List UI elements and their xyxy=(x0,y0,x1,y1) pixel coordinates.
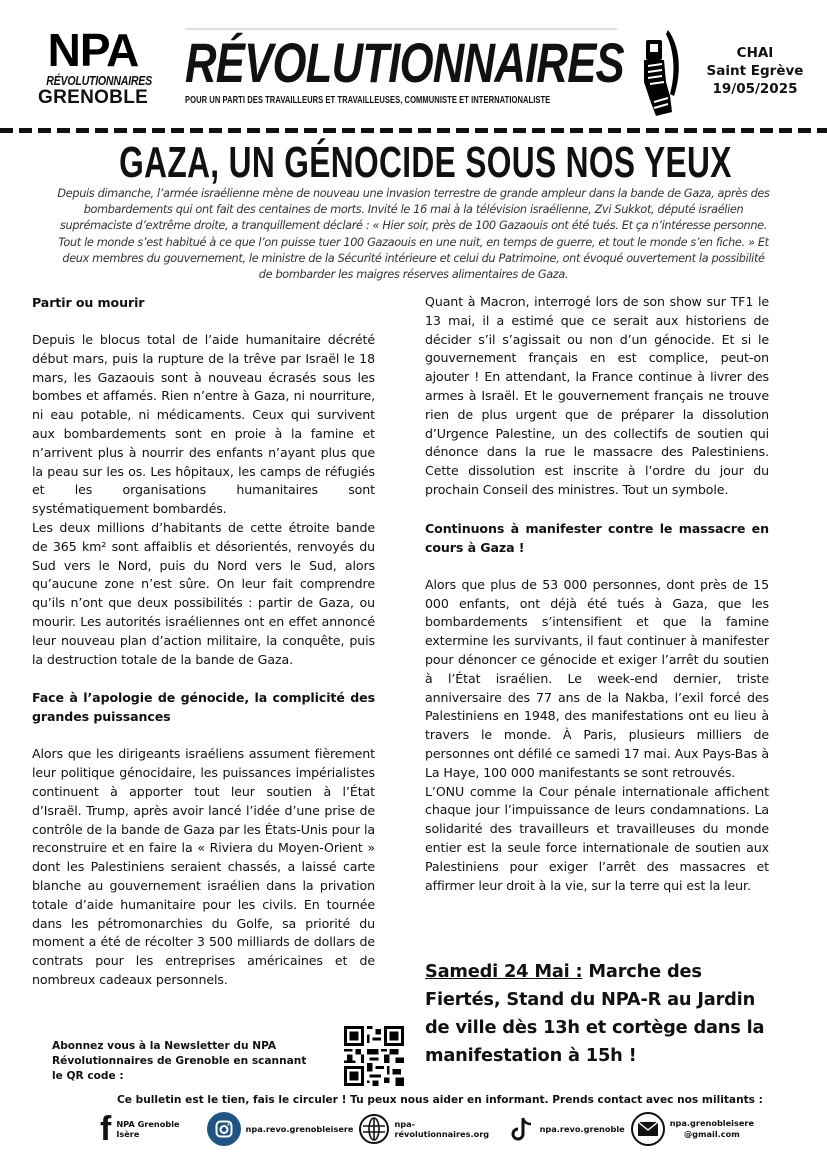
section-title-complicite: Face à l’apologie de génocide, la complicité des grandes puissances xyxy=(32,690,375,725)
qr-code-icon[interactable] xyxy=(344,1026,404,1086)
section-title-partir-ou-mourir: Partir ou mourir xyxy=(32,295,145,310)
masthead-title: RÉVOLUTIONNAIRES xyxy=(185,31,624,94)
social-label: npa-révolutionnaires.org xyxy=(394,1119,490,1139)
tiktok-icon xyxy=(509,1115,535,1143)
instagram-icon xyxy=(207,1112,241,1146)
social-label: NPA Grenoble Isère xyxy=(116,1119,180,1139)
email-line2: @gmail.com xyxy=(683,1129,740,1139)
social-tiktok[interactable] xyxy=(509,1115,625,1143)
masthead-tagline: POUR UN PARTI DES TRAVAILLEURS ET TRAVAILLEUSES, COMMUNISTE ET INTERNATIONALISTE xyxy=(185,94,551,106)
email-line1: npa.grenobleisere xyxy=(669,1118,754,1128)
paragraph: Depuis le blocus total de l’aide humanitaire décrété début mars, puis la rupture de la trêve par Israël le 18 mars, les Gazaouis sont à nouveau écrasés sous les bombes et affamés. Rien n’entre à Gaza, ni nourriture, ni eau potable, ni médicaments. Ceux qui survivent aux bombardements sont en proie à la famine et n’arrivent plus à nourrir des enfants n’ayant plus que la peau sur les os. Les hôpitaux, les camps de réfugiés et les organisations humanitaires sont systématiquement bombardés. xyxy=(32,332,375,517)
event-date: 19/05/2025 xyxy=(712,81,798,97)
social-label: npa.revo.grenoble xyxy=(539,1124,625,1134)
paragraph: Les deux millions d’habitants de cette étroite bande de 365 km² sont affaiblis et désorientés, renvoyés du Sud vers le Nord, puis du Nord vers le Sud, alors qu’aucune zone n’est sûre. On leur fait comprendre qu’ils n’ont que deux possibilités : partir de Gaza, ou mourir. Les autorités israéliennes ont en effet annoncé leur nouveau plan d’action militaire, la conquête, puis la destruction totale de la bande de Gaza. xyxy=(32,519,375,667)
facebook-icon: f xyxy=(100,1110,112,1148)
left-column xyxy=(32,293,375,990)
npa-grenoble-logo xyxy=(38,24,152,108)
paragraph: Quant à Macron, interrogé lors de son show sur TF1 le 13 mai, il a estimé que ce serait aux historiens de décider s’il s’agissait ou non d’un génocide. Et si le gouvernement français en est complice, peut-on ajouter ! En attendant, la France continue à livrer des armes à Israël. Et le gouvernement français ne trouve rien de plus urgent que de préparer la dissolution d’Urgence Palestine, un des collectifs de soutien qui dénonce dans la rue le massacre des Palestiniens. Cette dissolution est inscrite à l’ordre du jour du prochain Conseil des ministres. Tout un symbole. xyxy=(425,294,769,497)
newsletter-text: Abonnez vous à la Newsletter du NPA Révolutionnaires de Grenoble en scannant le QR code : xyxy=(52,1040,307,1083)
dashed-divider xyxy=(0,128,827,133)
logo-npa: NPA xyxy=(47,24,139,76)
logo-revolutionnaires: RÉVOLUTIONNAIRES xyxy=(46,74,152,88)
paragraph: Alors que plus de 53 000 personnes, dont près de 15 000 enfants, ont déjà été tués à Gaza, que les bombardements s’intensifient et que la famine extermine les survivants, il faut continuer à manifester pour dénoncer ce génocide et exiger l’arrêt du soutien à l’État israélien. Le week-end dernier, triste anniversaire des 77 ans de la Nakba, l’exil forcé des Palestiniens en 1948, des manifestations ont eu lieu à travers le monde. À Paris, plusieurs milliers de personnes ont défilé ce samedi 17 mai. Aux Pays-Bas à La Haye, 100 000 manifestants se sont retrouvés. xyxy=(425,576,769,780)
social-links xyxy=(100,1108,760,1150)
social-label: npa.revo.grenobleisere xyxy=(245,1124,354,1134)
raised-fist-sickle-icon xyxy=(636,26,686,118)
event-place: CHAI xyxy=(736,45,774,61)
right-column xyxy=(425,293,769,895)
social-email[interactable] xyxy=(631,1112,754,1146)
masthead-rule xyxy=(185,28,617,30)
event-town: Saint Egrève xyxy=(706,63,804,79)
section-title-continuons: Continuons à manifester contre le massacre en cours à Gaza ! xyxy=(425,520,769,555)
page-title xyxy=(0,140,827,186)
intro-paragraph: Depuis dimanche, l’armée israélienne mène de nouveau une invasion terrestre de grande ampleur dans la bande de Gaza, après des bombardements qui ont fait des centaines de morts. Invité le 16 mai à la télévision israélienne, Zvi Sukkot, député israélien suprémaciste d’extrême droite, a tranquillement déclaré : « Hier soir, près de 100 Gazaouis ont été tués. Et ça n’intéresse personne. Tout le monde s’est habitué à ce que l’on puisse tuer 100 Gazaouis en une nuit, en temps de guerre, et tout le monde s’en fiche. » Et deux membres du gouvernement, le ministre de la Sécurité intérieure et celui du Patrimoine, ont évoqué ouvertement la possibilité de bombarder les maigres réserves alimentaires de Gaza. xyxy=(57,187,770,282)
social-instagram[interactable] xyxy=(207,1112,354,1146)
social-website[interactable] xyxy=(359,1114,502,1144)
masthead xyxy=(185,28,624,106)
cta-date: Samedi 24 Mai : xyxy=(425,961,583,982)
mail-icon xyxy=(631,1112,665,1146)
circulate-text: Ce bulletin est le tien, fais le circuler ! Tu peux nous aider en informant. Prends contact avec nos militants : xyxy=(117,1094,763,1106)
paragraph: Alors que les dirigeants israéliens assument fièrement leur politique génocidaire, les puissances impérialistes continuent à apporter tout leur soutien à l’État d’Israël. Trump, après avoir lancé l’idée d’une prise de contrôle de la bande de Gaza par les États-Unis pour la reconstruire et en faire la « Riviera du Moyen-Orient » dont les Palestiniens seraient chassés, a laissé carte blanche au gouvernement israélien dans la privation totale d’aide humanitaire pour les civils. En tournée dans les pétromonarchies du Golfe, sa priorité du moment a été de récolter 3 500 milliards de dollars de contrats pour les entreprises américaines et de nombreux cadeaux personnels. xyxy=(32,746,375,987)
paragraph: L’ONU comme la Cour pénale internationale affichent chaque jour l’impuissance de leurs condamnations. La solidarité des travailleurs et travailleuses du monde entier est la seule force internationale de soutien aux Palestiniens pour exiger l’arrêt des massacres et affirmer leur droit à la vie, sur la terre qui est la leur. xyxy=(425,783,769,893)
event-info xyxy=(700,44,810,98)
call-to-action xyxy=(425,958,775,1070)
globe-icon xyxy=(359,1114,389,1144)
logo-city: GRENOBLE xyxy=(38,87,149,108)
headline-text: GAZA, UN GÉNOCIDE SOUS NOS YEUX xyxy=(119,138,732,187)
cta-text: Marche des Fiertés, Stand du NPA-R au Jardin de ville dès 13h et cortège dans la manifestation à 15h ! xyxy=(425,961,765,1066)
social-facebook[interactable] xyxy=(100,1110,201,1148)
social-label xyxy=(670,1118,754,1140)
